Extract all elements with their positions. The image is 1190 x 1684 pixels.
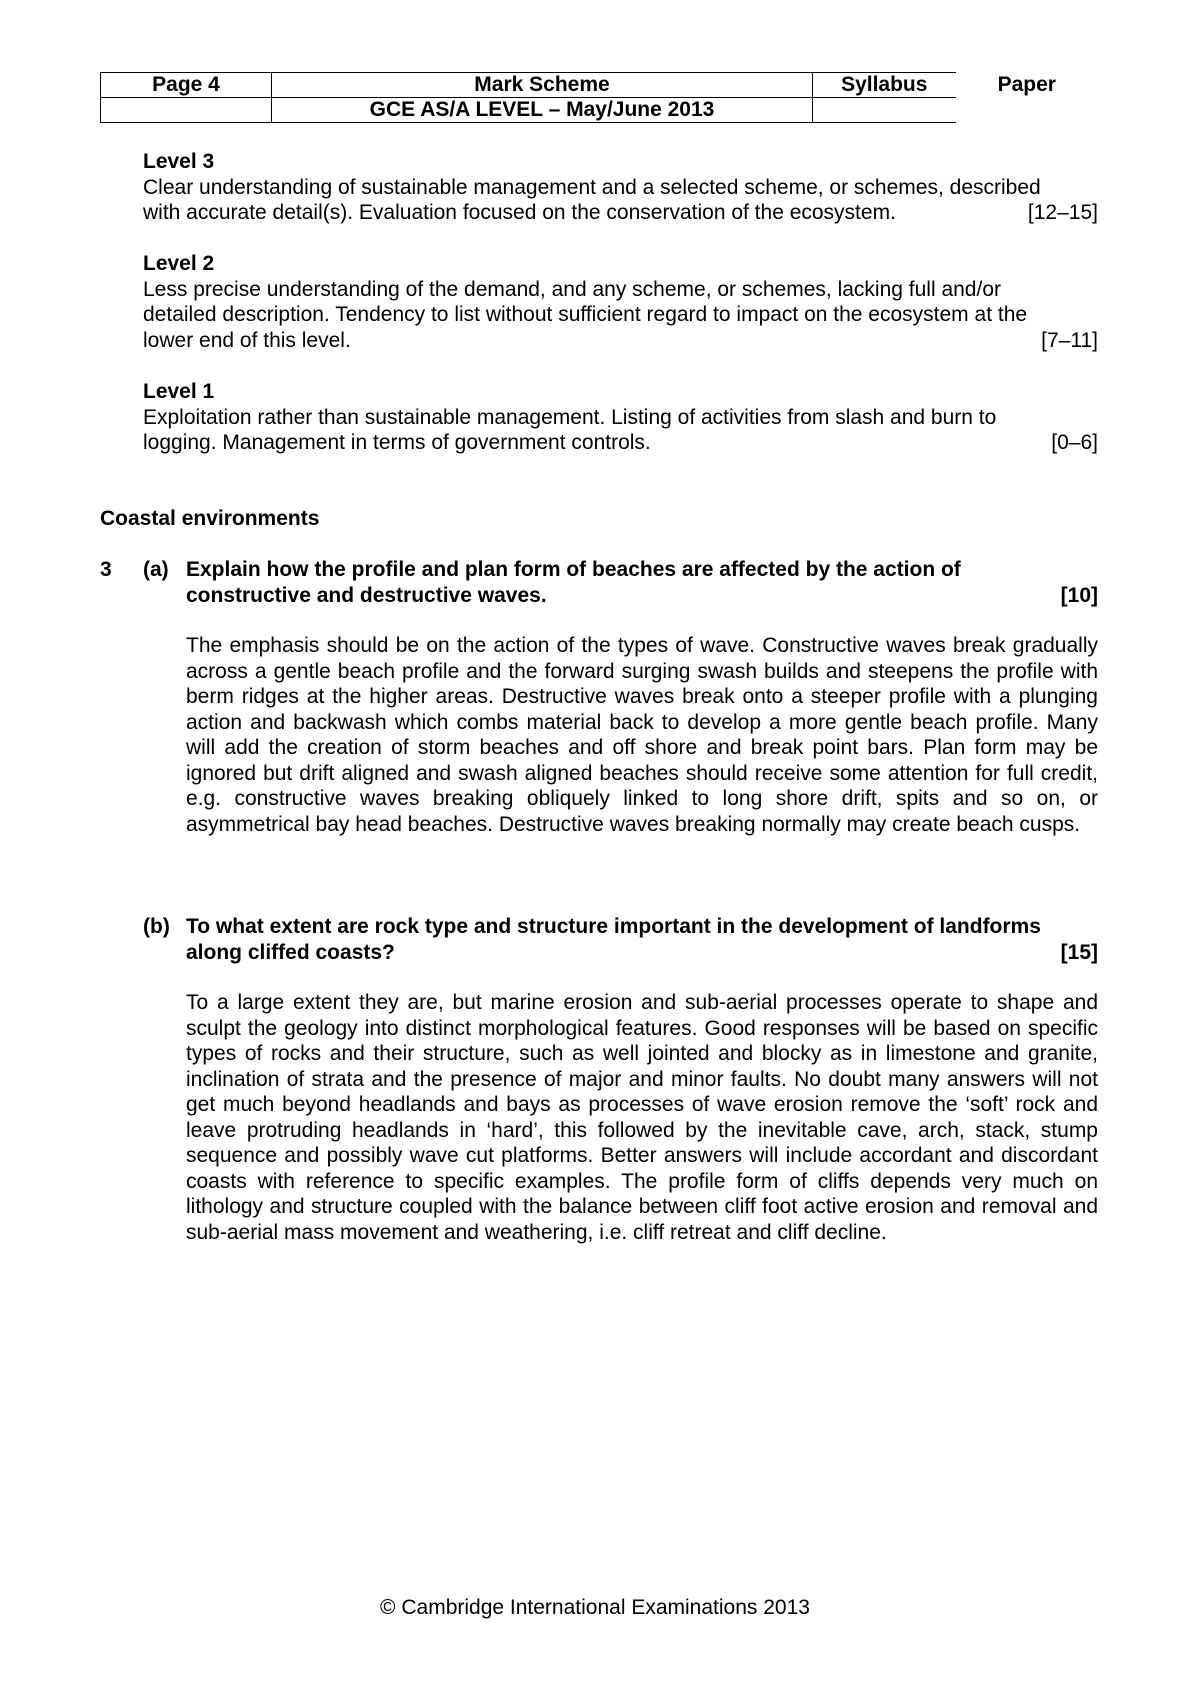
footer-copyright: © Cambridge International Examinations 2013 xyxy=(380,1596,810,1619)
header-subtitle: GCE AS/A LEVEL – May/June 2013 xyxy=(272,98,813,123)
part-a-question xyxy=(186,557,1098,608)
level-2-block xyxy=(143,251,1098,353)
level-text: Exploitation rather than sustainable management. Listing of activities from slash and burn to xyxy=(143,405,997,429)
header-title: Mark Scheme xyxy=(272,73,813,98)
header-paper: Paper xyxy=(997,73,1056,96)
level-text: Less precise understanding of the demand, and any scheme, or schemes, lacking full and/or xyxy=(143,277,1001,301)
question-number: 3 xyxy=(100,558,112,581)
level-3-block xyxy=(143,149,1098,226)
level-title: Level 3 xyxy=(143,150,215,173)
level-mark: [12–15] xyxy=(1027,201,1098,224)
level-text: logging. Management in terms of government controls. xyxy=(143,431,651,454)
section-heading: Coastal environments xyxy=(100,507,320,530)
level-last-line xyxy=(143,430,1098,456)
header-syllabus: Syllabus xyxy=(813,73,956,98)
question-line: Explain how the profile and plan form of beaches are affected by the action of xyxy=(186,558,961,581)
part-a-label: (a) xyxy=(143,558,169,581)
question-last-line xyxy=(186,583,1098,609)
level-text: detailed description. Tendency to list without sufficient regard to impact on the ecosystem at the xyxy=(143,303,1028,326)
level-text: lower end of this level. xyxy=(143,328,351,352)
level-last-line xyxy=(143,200,1098,226)
level-1-block xyxy=(143,379,1098,456)
level-title: Level 1 xyxy=(143,380,215,403)
level-text: Clear understanding of sustainable management and a selected scheme, or schemes, described xyxy=(143,175,1041,199)
question-line: constructive and destructive waves. xyxy=(186,583,547,607)
part-b-answer: To a large extent they are, but marine erosion and sub-aerial processes operate to shape and sculpt the geology into distinct morphological features. Good responses will be based on specific types of rocks and their structure, such as well jointed and blocky as in limestone and granite, inclination of strata and the presence of major and minor faults. No doubt many answers will not get much beyond headlands and bays as processes of wave erosion remove the ‘soft’ rock and leave protruding headlands in ‘hard’, this followed by the inevitable cave, arch, stack, stump sequence and possibly wave cut platforms. Better answers will include accordant and discordant coasts with reference to specific examples. The profile form of cliffs depends very much on lithology and structure coupled with the balance between cliff foot active erosion and removal and sub-aerial mass movement and weathering, i.e. cliff retreat and cliff decline. xyxy=(186,991,1098,1244)
level-last-line xyxy=(143,328,1098,354)
question-last-line xyxy=(186,940,1098,966)
header-empty-cell xyxy=(956,98,1099,123)
header-page: Page 4 xyxy=(101,73,272,98)
header-empty-cell xyxy=(813,98,956,123)
header-empty-cell xyxy=(101,98,272,123)
level-mark: [0–6] xyxy=(1051,431,1098,454)
part-a-answer: The emphasis should be on the action of the types of wave. Constructive waves break gradually across a gentle beach profile and the forward surging swash builds and steepens the profile with berm ridges at the higher areas. Destructive waves break onto a steeper profile with a plunging action and backwash which combs material back to develop a more gentle beach profile. Many will add the creation of storm beaches and off shore and break point bars. Plan form may be ignored but drift aligned and swash aligned beaches should receive some attention for full credit, e.g. constructive waves breaking obliquely linked to long shore drift, spits and so on, or asymmetrical bay head beaches. Destructive waves breaking normally may create beach cusps. xyxy=(186,634,1098,836)
part-b-label: (b) xyxy=(143,915,170,938)
level-text: with accurate detail(s). Evaluation focused on the conservation of the ecosystem. xyxy=(143,201,896,224)
header-table xyxy=(100,72,1099,123)
question-mark: [15] xyxy=(1060,940,1098,964)
question-mark: [10] xyxy=(1060,583,1098,607)
question-line: To what extent are rock type and structure important in the development of landforms xyxy=(186,915,1041,938)
part-b-question xyxy=(186,914,1098,965)
level-mark: [7–11] xyxy=(1041,328,1098,352)
question-line: along cliffed coasts? xyxy=(186,940,395,964)
level-title: Level 2 xyxy=(143,252,215,275)
